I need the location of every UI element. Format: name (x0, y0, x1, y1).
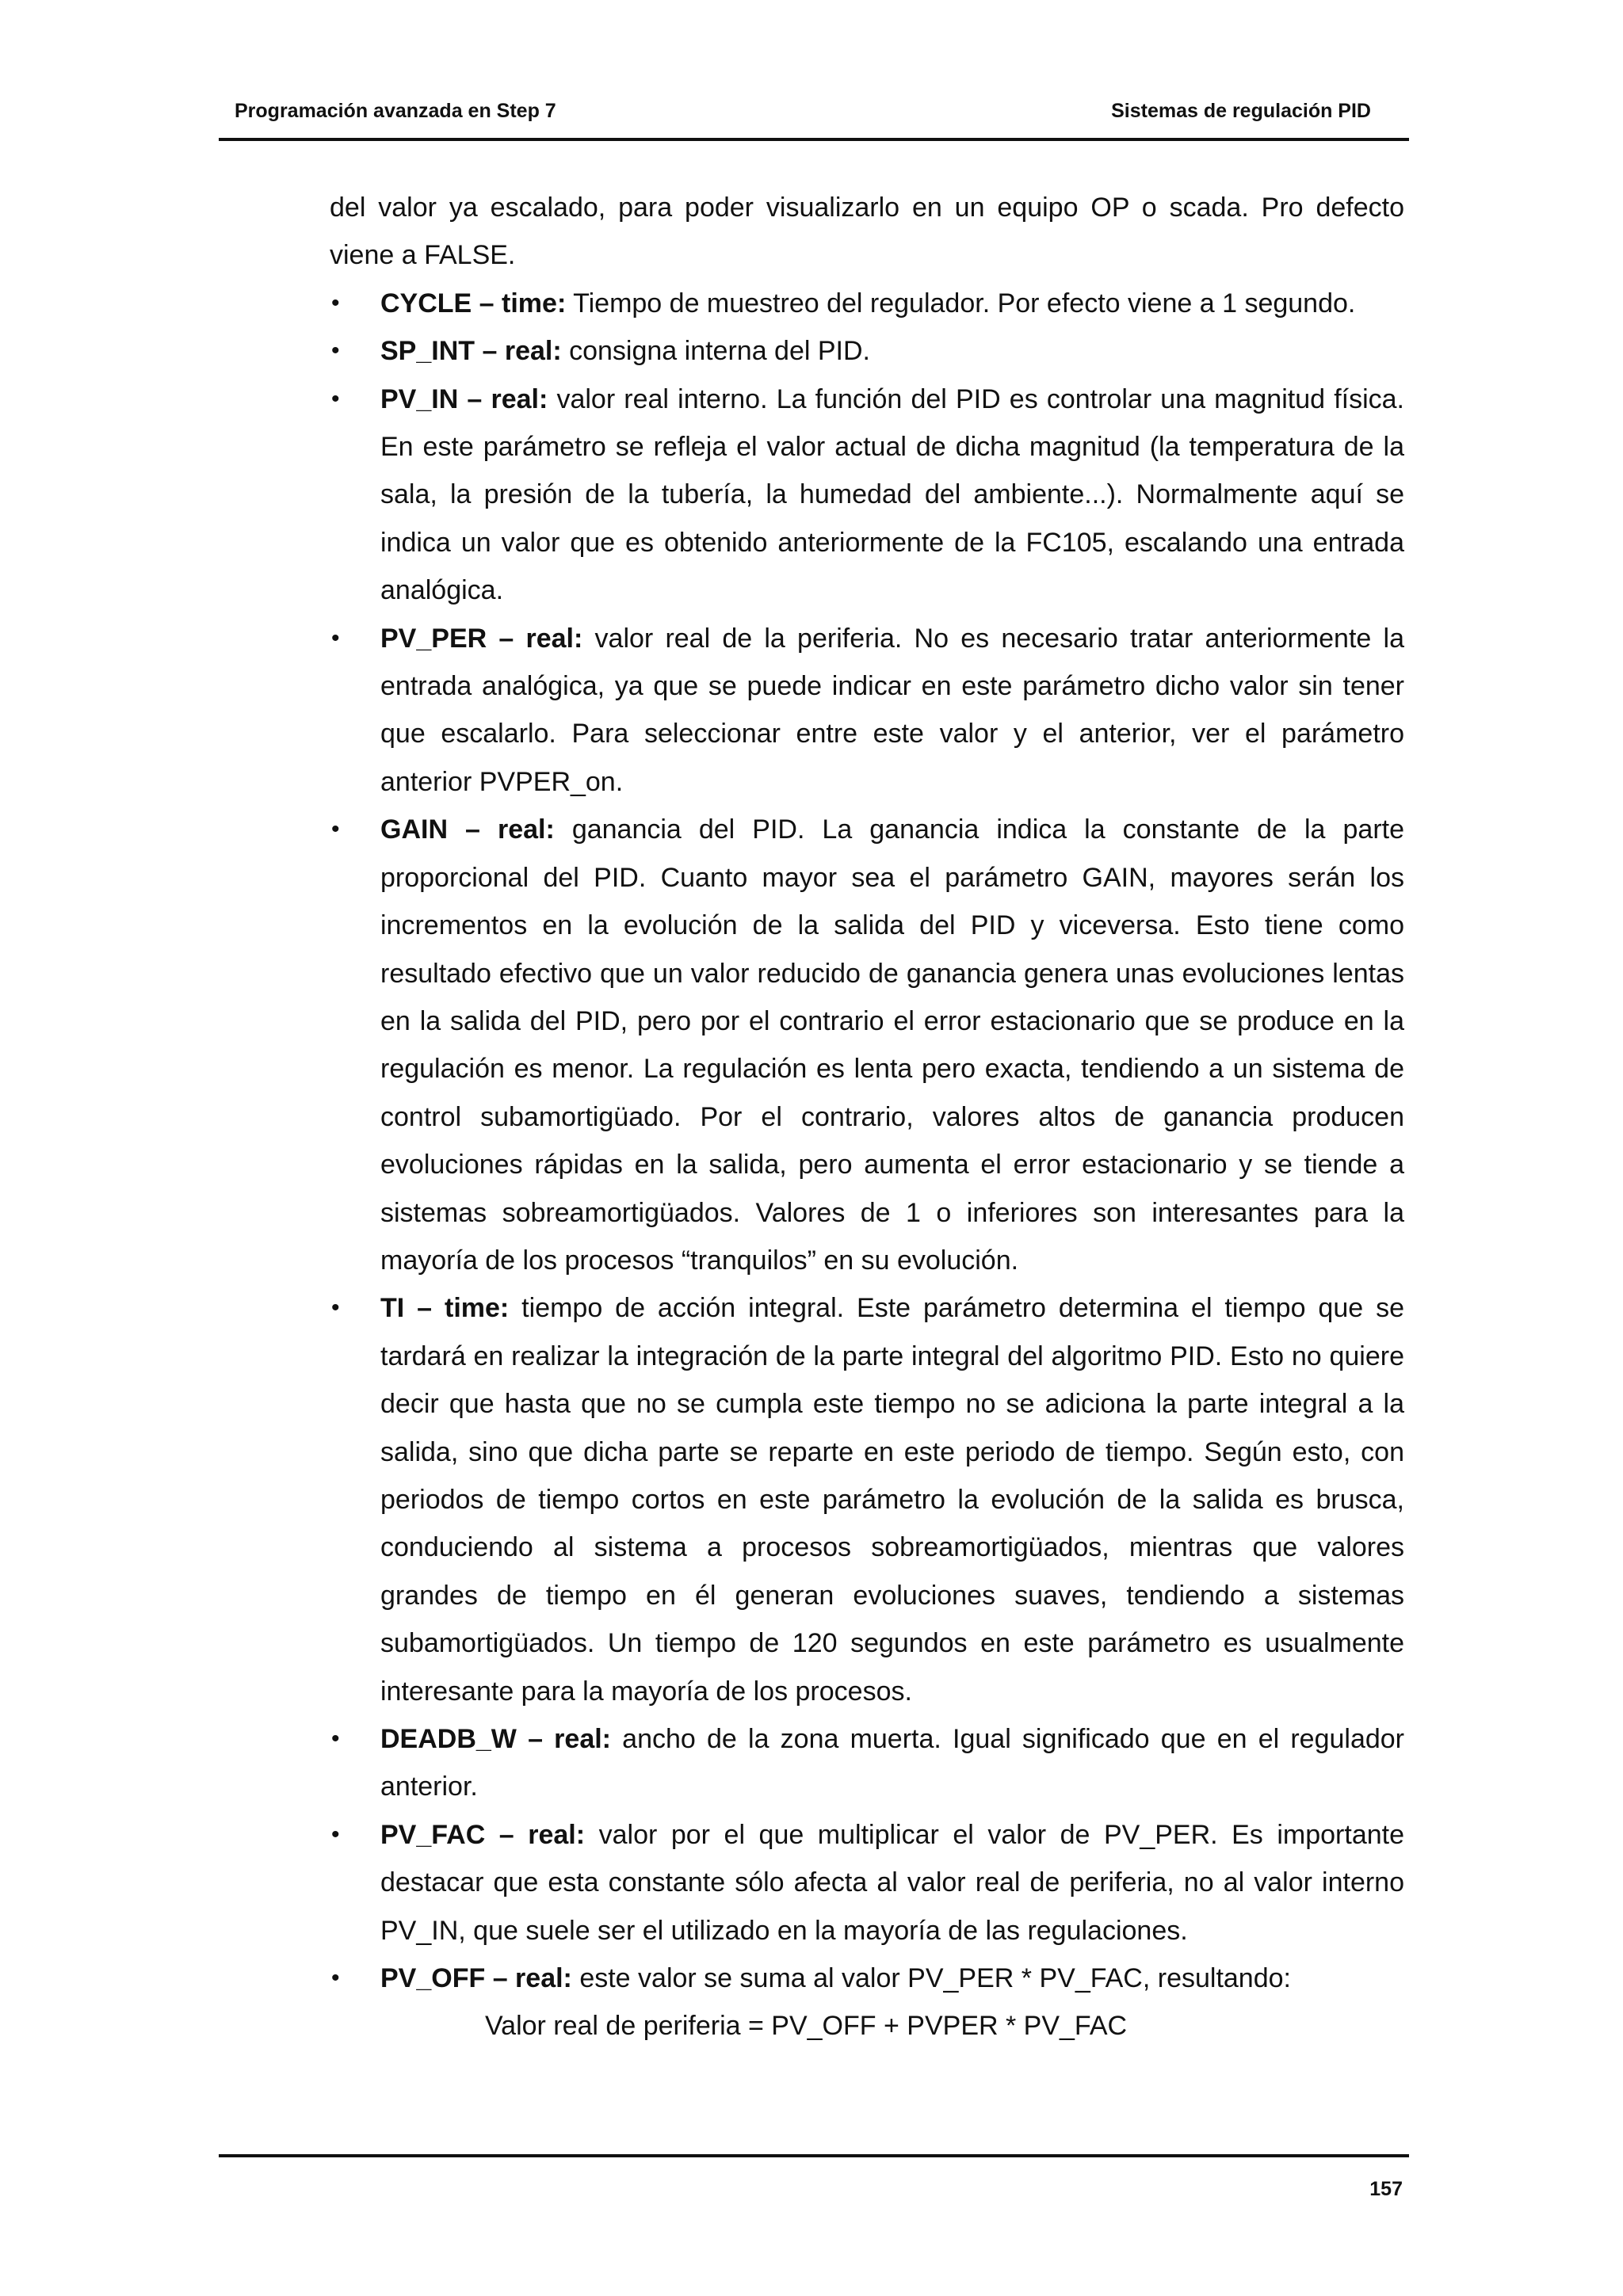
header-chapter-title: Sistemas de regulación PID (1111, 100, 1371, 122)
parameter-term: GAIN – real: (380, 814, 555, 845)
parameter-description: valor real de la periferia. No es necesario tratar anteriormente la entrada analógica, ya que se puede indicar en este parámetro dicho valor sin tener que escalarlo. Para seleccionar entre este valor y el anterior, ver el parámetro anterior PVPER_on. (380, 623, 1404, 797)
parameter-term: DEADB_W – real: (380, 1724, 611, 1754)
parameter-description: ancho de la zona muerta. Igual significado que en el regulador anterior. (380, 1724, 1404, 1802)
page-body (330, 184, 1404, 2050)
list-item-pv-off (330, 1955, 1404, 2050)
bullet-icon: • (331, 289, 340, 316)
parameter-term: CYCLE – time: (380, 288, 567, 318)
list-item-pv-per (330, 615, 1404, 807)
bullet-icon: • (331, 624, 340, 651)
footer-divider (219, 2154, 1409, 2157)
list-item-cycle (330, 280, 1404, 327)
list-item-pv-fac (330, 1811, 1404, 1955)
bullet-icon: • (331, 338, 340, 364)
list-item-deadb-w (330, 1715, 1404, 1811)
formula-line: Valor real de periferia = PV_OFF + PVPER * PV_FAC (485, 2011, 1128, 2042)
bullet-icon: • (331, 1821, 340, 1848)
parameter-list (330, 280, 1404, 2050)
list-item-pv-in (330, 376, 1404, 615)
parameter-description: valor real interno. La función del PID es controlar una magnitud física. En este parámetro se refleja el valor actual de dicha magnitud (la temperatura de la sala, la presión de la tubería, la humedad del ambiente...). Normalmente aquí se indica un valor que es obtenido anteriormente de la FC105, escalando una entrada analógica. (380, 383, 1404, 606)
bullet-icon: • (331, 1965, 340, 1992)
bullet-icon: • (331, 816, 340, 843)
parameter-description: valor por el que multiplicar el valor de PV_PER. Es importante destacar que esta constante sólo afecta al valor real de periferia, no al valor interno PV_IN, que suele ser el utilizado en la mayoría de las regulaciones. (380, 1819, 1404, 1946)
header-divider (219, 138, 1409, 141)
bullet-icon: • (331, 385, 340, 412)
list-item-gain (330, 806, 1404, 1284)
parameter-description: consigna interna del PID. (561, 336, 870, 367)
list-item-ti (330, 1284, 1404, 1715)
parameter-term: PV_FAC – real: (380, 1819, 586, 1850)
parameter-description: tiempo de acción integral. Este parámetro determina el tiempo que se tardará en realizar la integración de la parte integral del algoritmo PID. Esto no quiere decir que hasta que no se cumpla este tiempo no se adiciona la parte integral a la salida, sino que dicha parte se reparte en este periodo de tiempo. Según esto, con periodos de tiempo cortos en este parámetro la evolución de la salida es brusca, conduciendo al sistema a procesos sobreamortigüados, mientras que valores grandes de tiempo en él generan evoluciones suaves, tendiendo a sistemas subamortigüados. Un tiempo de 120 segundos en este parámetro es usualmente interesante para la mayoría de los procesos. (380, 1293, 1404, 1707)
parameter-description: ganancia del PID. La ganancia indica la constante de la parte proporcional del PID. Cuanto mayor sea el parámetro GAIN, mayores serán los incrementos en la evolución de la salida del PID y viceversa. Esto tiene como resultado efectivo que un valor reducido de ganancia genera unas evoluciones lentas en la salida del PID, pero por el contrario el error estacionario que se produce en la regulación es menor. La regulación es lenta pero exacta, tendiendo a un sistema de control subamortigüado. Por el contrario, valores altos de ganancia producen evoluciones rápidas en la salida, pero aumenta el error estacionario y se tiende a sistemas sobreamortigüados. Valores de 1 o inferiores son interesantes para la mayoría de los procesos “tranquilos” en su evolución. (380, 814, 1404, 1276)
bullet-icon: • (331, 1295, 340, 1322)
list-item-sp-int (330, 327, 1404, 375)
page-number: 157 (1369, 2178, 1403, 2200)
parameter-term: SP_INT – real: (380, 336, 562, 367)
header-book-title: Programación avanzada en Step 7 (235, 100, 556, 122)
parameter-term: PV_OFF – real: (380, 1963, 572, 1994)
parameter-term: TI – time: (380, 1293, 510, 1324)
parameter-description: Tiempo de muestreo del regulador. Por efecto viene a 1 segundo. (566, 288, 1356, 318)
bullet-icon: • (331, 1726, 340, 1752)
parameter-term: PV_PER – real: (380, 623, 583, 654)
parameter-description: este valor se suma al valor PV_PER * PV_FAC, resultando: (571, 1963, 1291, 1994)
page-header (219, 92, 1409, 138)
intro-paragraph: del valor ya escalado, para poder visualizarlo en un equipo OP o scada. Pro defecto viene a FALSE. (330, 193, 1404, 271)
parameter-term: PV_IN – real: (380, 383, 548, 414)
